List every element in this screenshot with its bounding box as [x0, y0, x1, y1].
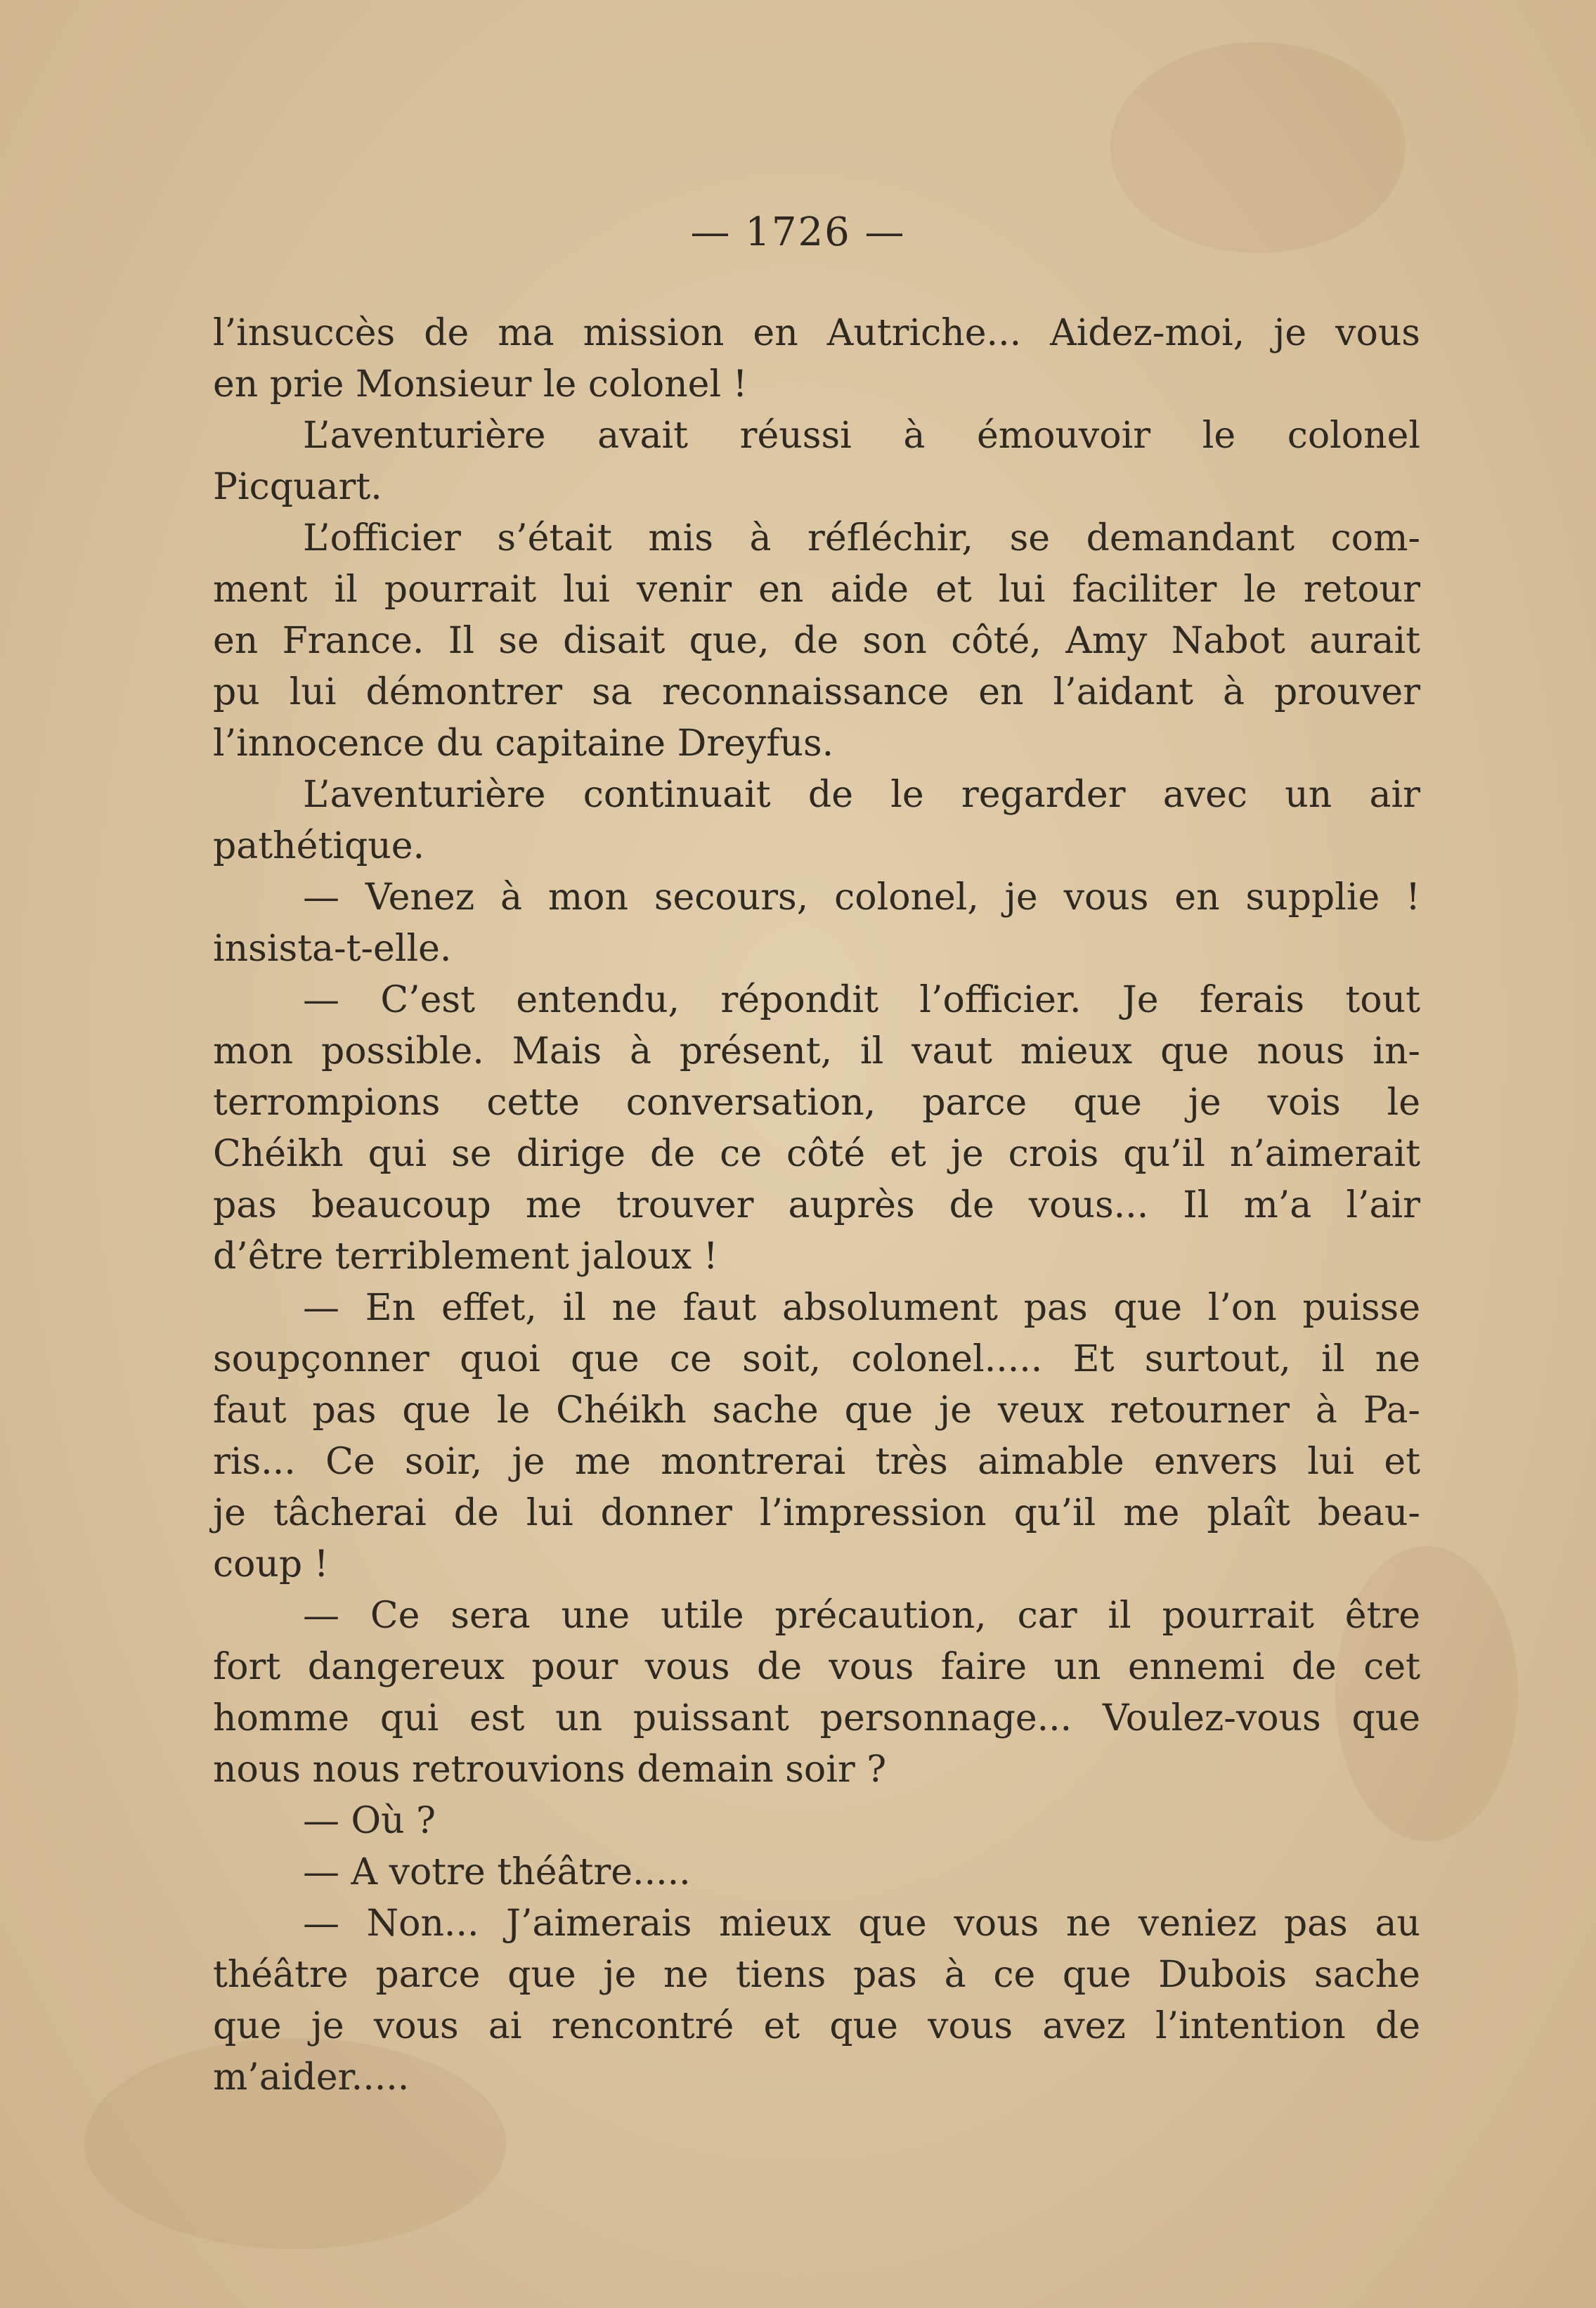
text-line: pas beaucoup me trouver auprès de vous... Il m’a l’air [213, 1184, 1420, 1226]
page-number: — 1726 — [690, 209, 906, 255]
text-line: pu lui démontrer sa reconnaissance en l’aidant à prouver [213, 671, 1420, 713]
text-line: pathétique. [213, 825, 425, 867]
text-line: l’innocence du capitaine Dreyfus. [213, 722, 834, 765]
text-line: L’aventurière continuait de le regarder avec un air [303, 774, 1420, 816]
text-line: homme qui est un puissant personnage... Voulez-vous que [213, 1697, 1420, 1739]
text-line: soupçonner quoi que ce soit, colonel..... Et surtout, il ne [213, 1338, 1420, 1380]
text-line: théâtre parce que je ne tiens pas à ce que Dubois sache [213, 1954, 1420, 1996]
text-line: — Venez à mon secours, colonel, je vous en supplie ! [303, 876, 1420, 919]
text-line: je tâcherai de lui donner l’impression qu’il me plaît beau- [213, 1492, 1420, 1534]
text-line: Picquart. [213, 466, 382, 508]
text-line: mon possible. Mais à présent, il vaut mieux que nous in- [213, 1030, 1420, 1072]
text-line: nous nous retrouvions demain soir ? [213, 1749, 887, 1791]
text-line: ris... Ce soir, je me montrerai très aimable envers lui et [213, 1441, 1420, 1483]
text-line: ment il pourrait lui venir en aide et lui faciliter le retour [213, 569, 1420, 611]
text-line: insista-t-elle. [213, 928, 452, 970]
text-line: en prie Monsieur le colonel ! [213, 363, 748, 406]
text-line: coup ! [213, 1543, 329, 1586]
text-line: terrompions cette conversation, parce que je vois le [213, 1082, 1420, 1124]
text-line: faut pas que le Chéikh sache que je veux retourner à Pa- [213, 1389, 1420, 1432]
body-text [213, 308, 1420, 2103]
text-line: — A votre théâtre..... [303, 1851, 691, 1893]
text-line: — En effet, il ne faut absolument pas que l’on puisse [303, 1287, 1420, 1329]
text-line: — C’est entendu, répondit l’officier. Je ferais tout [303, 979, 1420, 1021]
text-line: que je vous ai rencontré et que vous avez l’intention de [213, 2005, 1420, 2047]
text-line: L’officier s’était mis à réfléchir, se demandant com- [303, 517, 1420, 559]
text-line: en France. Il se disait que, de son côté, Amy Nabot aurait [213, 620, 1420, 662]
text-line: L’aventurière avait réussi à émouvoir le colonel [303, 415, 1420, 457]
text-line: fort dangereux pour vous de vous faire un ennemi de cet [213, 1646, 1420, 1688]
text-line: — Non... J’aimerais mieux que vous ne veniez pas au [303, 1902, 1420, 1945]
text-line: — Ce sera une utile précaution, car il pourrait être [303, 1595, 1420, 1637]
text-line: l’insuccès de ma mission en Autriche... Aidez-moi, je vous [213, 312, 1420, 354]
text-line: Chéikh qui se dirige de ce côté et je crois qu’il n’aimerait [213, 1133, 1420, 1175]
text-line: d’être terriblement jaloux ! [213, 1236, 718, 1278]
text-line: — Où ? [303, 1800, 436, 1842]
text-line: m’aider..... [213, 2056, 410, 2099]
